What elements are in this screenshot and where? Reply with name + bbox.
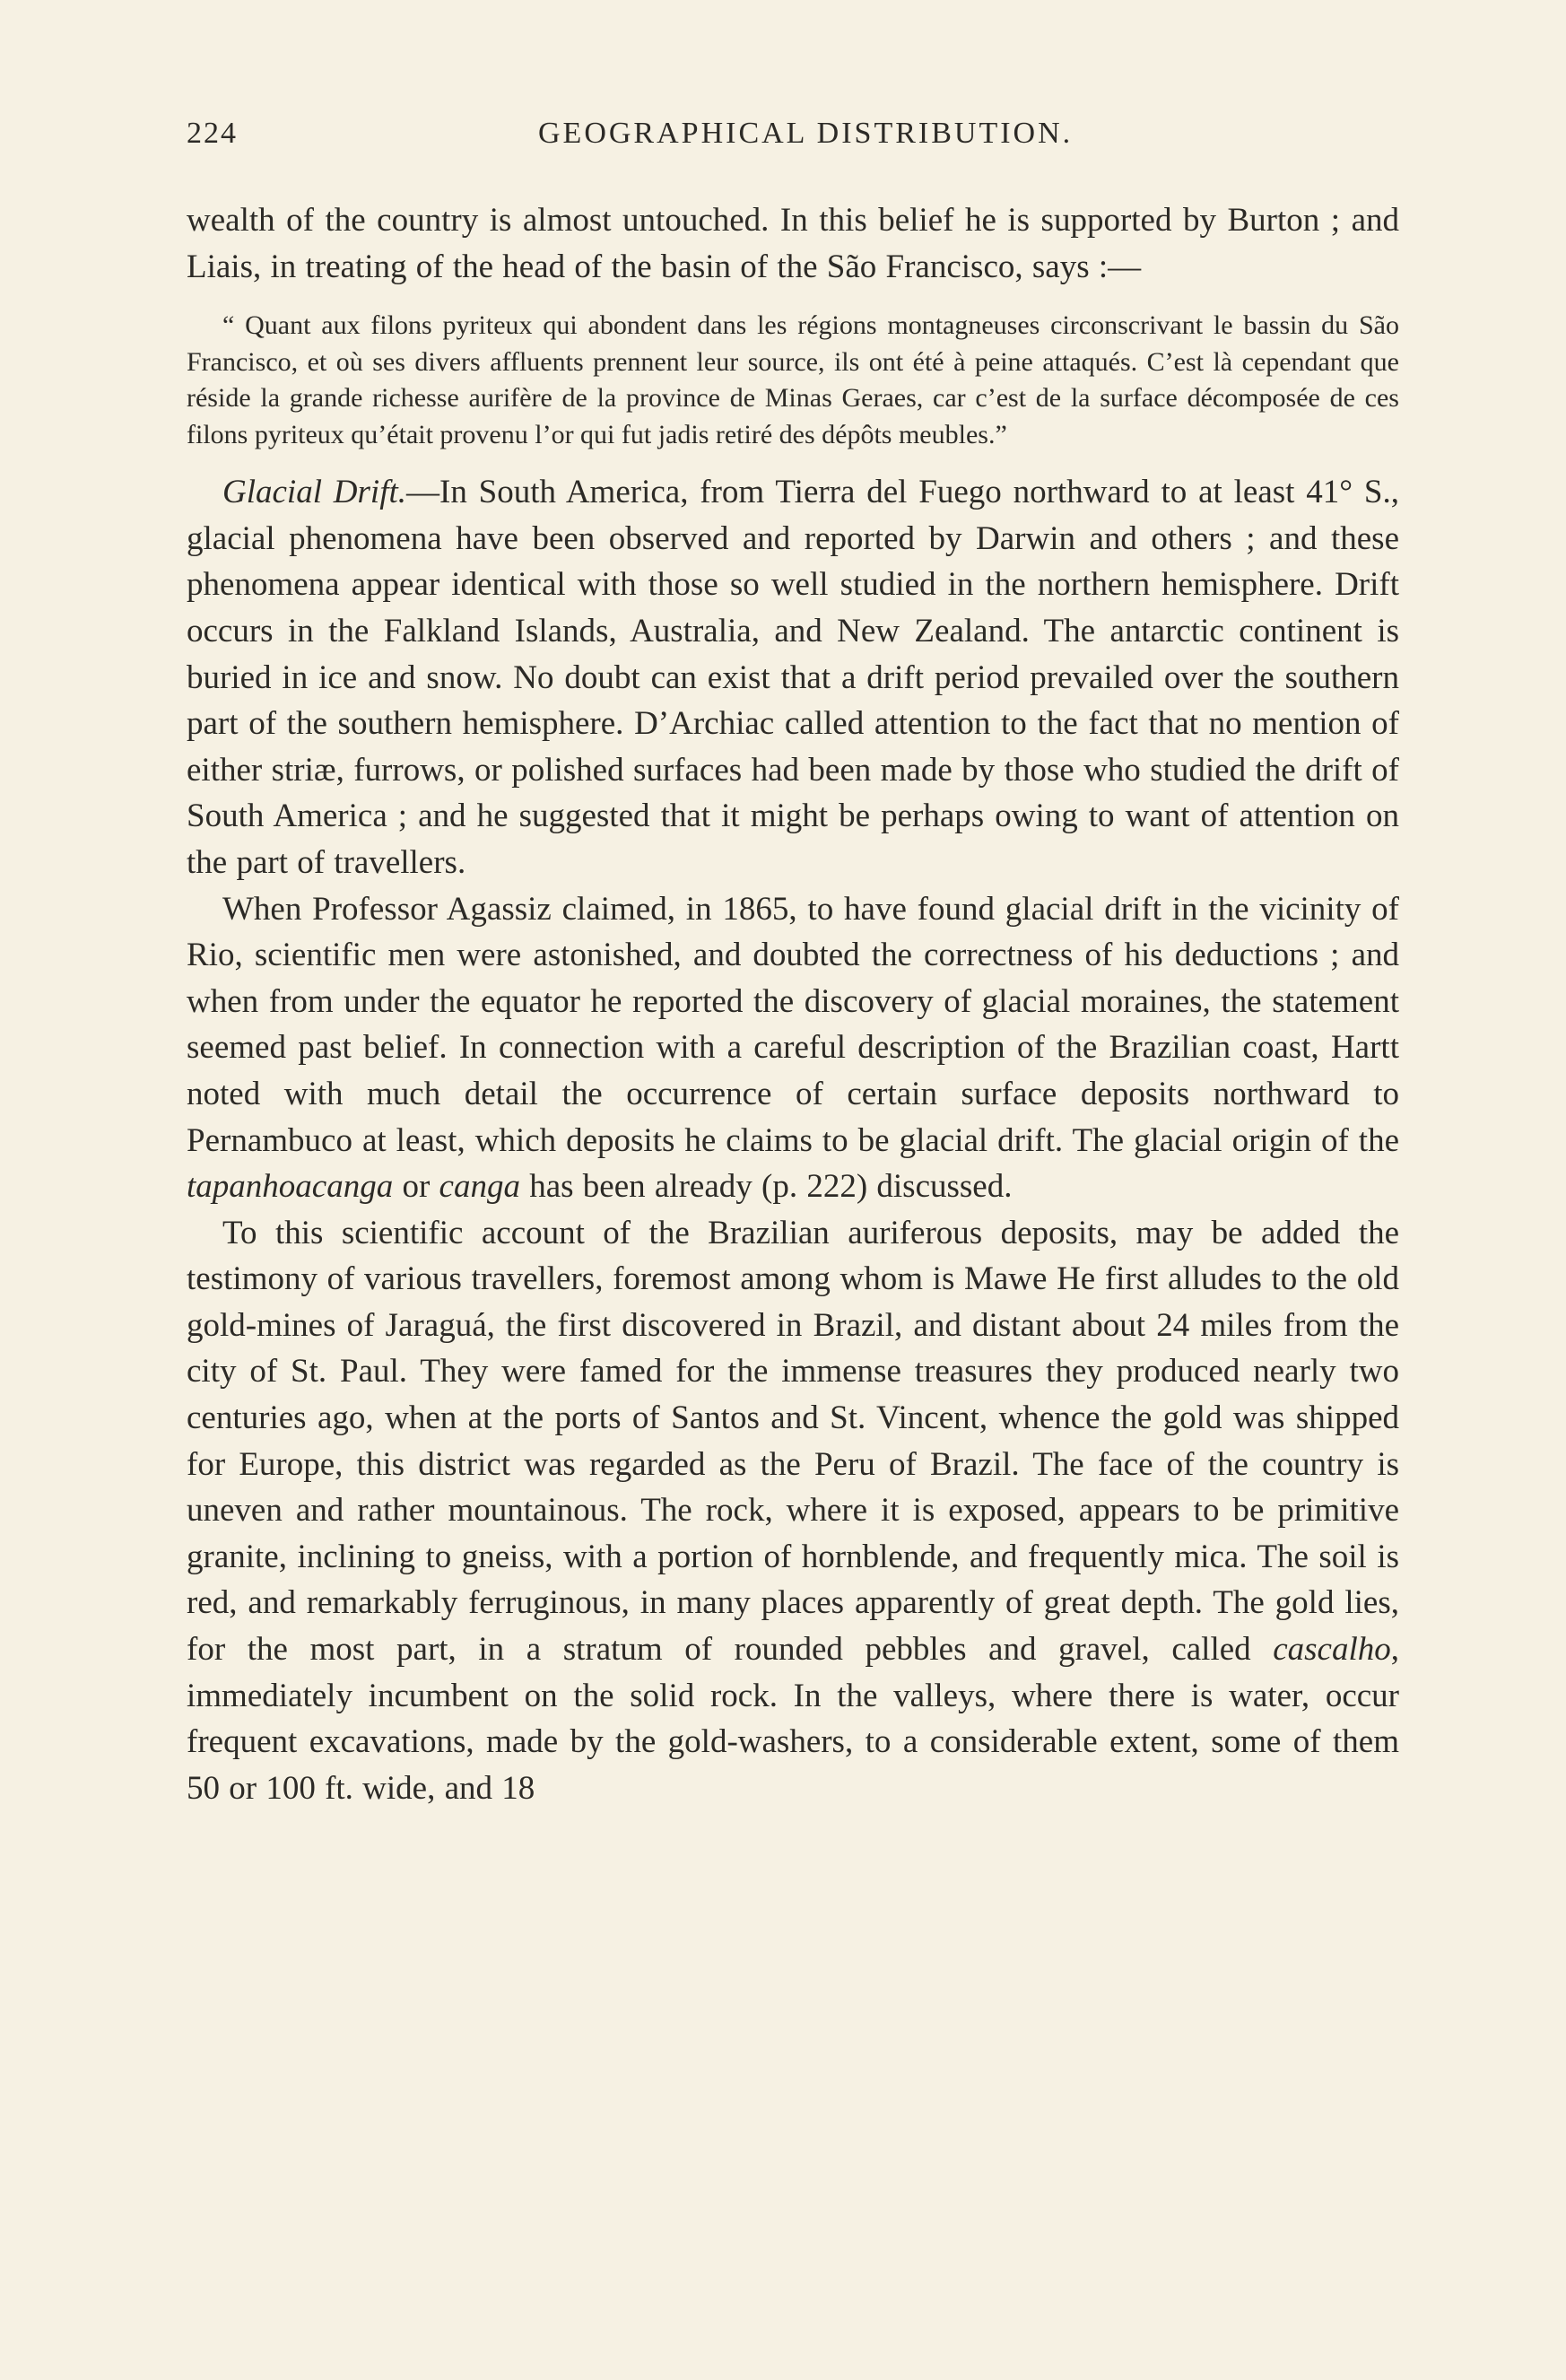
paragraph-travellers: [187, 1210, 1399, 1812]
paragraph-travellers-ending: , immediately incumbent on the solid rock. In the valleys, where there is water, occur frequent excavations, made by the gold-washers, to a considerable extent, some of them 50 or 100 ft. wide, and 18: [187, 1631, 1399, 1807]
paragraph-travellers-text: To this scientific account of the Brazilian auriferous deposits, may be added the testimony of various travellers, foremost among whom is Mawe He first alludes to the old gold-mines of Jaraguá, the first discovered in Brazil, and distant about 24 miles from the city of St. Paul. They were famed for the immense treasures they produced nearly two centuries ago, when at the ports of Santos and St. Vincent, whence the gold was shipped for Europe, this district was regarded as the Peru of Brazil. The face of the country is uneven and rather mountainous. The rock, where it is exposed, appears to be primitive granite, inclining to gneiss, with a portion of hornblende, and frequently mica. The soil is red, and remarkably ferruginous, in many places apparently of great depth. The gold lies, for the most part, in a stratum of rounded pebbles and gravel, called: [187, 1214, 1399, 1669]
term-cascalho: cascalho: [1273, 1631, 1391, 1669]
running-head: GEOGRAPHICAL DISTRIBUTION.: [538, 117, 1074, 150]
paragraph-agassiz: [187, 886, 1399, 1210]
french-quotation: “ Quant aux filons pyriteux qui abondent dans les régions montagneuses circonscrivant le bassin du São Francisco, et où ses divers affluents prennent leur source, ils ont été à peine attaqués. C’est là cependant que réside la grande richesse aurifère de la province de Minas Geraes, car c’est de la surface décomposée de ces filons pyriteux qu’était provenu l’or qui fut jadis retiré des dépôts meubles.”: [187, 310, 1399, 449]
book-page: [187, 117, 1399, 1811]
section-heading-glacial-drift: Glacial Drift.: [222, 474, 407, 511]
paragraph-agassiz-ending: has been already (p. 222) discussed.: [519, 1168, 1013, 1206]
paragraph-glacial-drift-text: —In South America, from Tierra del Fuego northward to at least 41° S., glacial phenomena have been observed and reported by Darwin and others ; and these phenomena appear identical with those so well studied in the northern hemisphere. Drift occurs in the Falkland Islands, Australia, and New Zealand. The antarctic continent is buried in ice and snow. No doubt can exist that a drift period prevailed over the southern part of the southern hemisphere. D’Archiac called attention to the fact that no mention of either striæ, furrows, or polished surfaces had been made by those who studied the drift of South America ; and he suggested that it might be perhaps owing to want of attention on the part of travellers.: [187, 474, 1399, 881]
paragraph-continuation: wealth of the country is almost untouched. In this belief he is supported by Burton ; and Liais, in treating of the head of the basin of the São Francisco, says :—: [187, 202, 1399, 285]
page-header: [187, 117, 1399, 170]
paragraph-agassiz-conjunction: or: [393, 1168, 439, 1206]
term-canga: canga: [439, 1168, 520, 1206]
body-text: [187, 197, 1399, 1811]
paragraph-agassiz-text: When Professor Agassiz claimed, in 1865, to have found glacial drift in the vicinity of Rio, scientific men were astonished, and doubted the correctness of his deductions ; and when from under the equator he reported the discovery of glacial moraines, the statement seemed past belief. In connection with a careful description of the Brazilian coast, Hartt noted with much detail the occurrence of certain surface deposits northward to Pernambuco at least, which deposits he claims to be glacial drift. The glacial origin of the: [187, 890, 1399, 1159]
page-number: 224: [187, 117, 238, 150]
paragraph-glacial-drift: [187, 469, 1399, 885]
term-tapanhoacanga: tapanhoacanga: [187, 1168, 394, 1206]
